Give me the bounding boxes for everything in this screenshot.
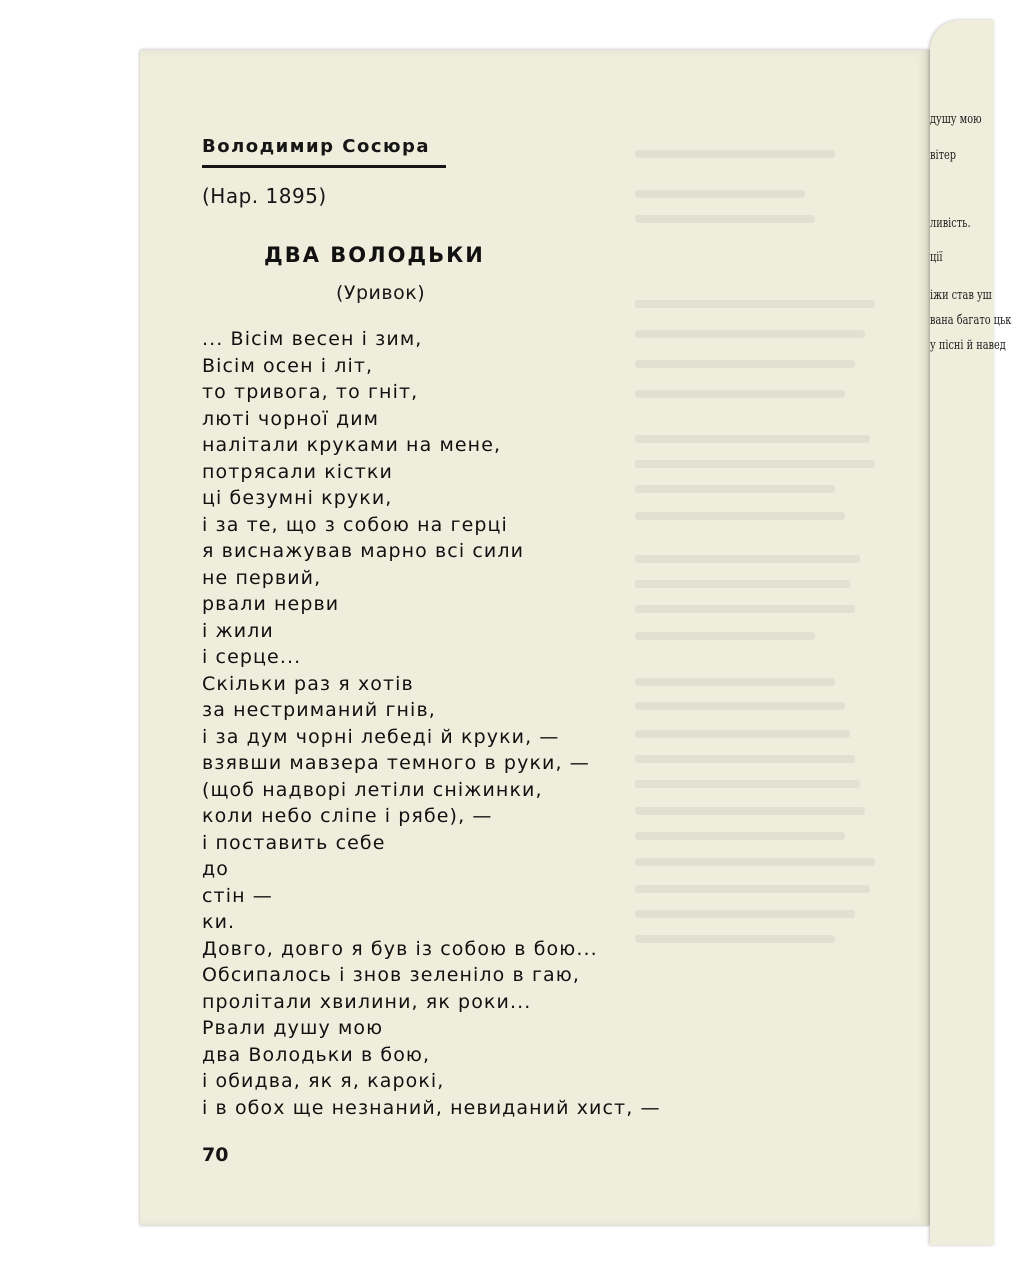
poem-line: Довго, довго я був із собою в бою...	[202, 937, 598, 960]
author-underline	[202, 165, 446, 168]
facing-page-fragment: вана багато цьк	[930, 313, 1012, 328]
poem-line: Скільки раз я хотів	[202, 672, 414, 695]
poem-line: ці безумні круки,	[202, 487, 393, 509]
poem-line: і за дум чорні лебеді й круки, —	[202, 725, 560, 748]
facing-page-fragment: іжи став уш	[930, 288, 992, 303]
book-page	[140, 50, 930, 1225]
poem-line: коли небо сліпе і рябе), —	[202, 805, 493, 827]
facing-page-fragment: душу мою	[930, 112, 982, 127]
poem-line: ... Вісім весен і зим,	[202, 328, 423, 350]
poem-line: я виснажував марно всі сили	[202, 540, 525, 562]
poem-line: Вісім осен і літ,	[202, 354, 374, 377]
poem-line: ки.	[202, 911, 236, 933]
poem-line: (щоб надворі летіли сніжинки,	[202, 778, 543, 801]
facing-page-fragment: ливість.	[930, 216, 971, 231]
poem-line: не первий,	[202, 566, 322, 589]
author-birth-year: (Нар. 1895)	[202, 184, 327, 208]
poem-line: налітали круками на мене,	[202, 434, 502, 456]
author-name: Володимир Сосюра	[202, 136, 431, 157]
poem-line: і поставить себе	[202, 831, 386, 854]
poem-line: рвали нерви	[202, 593, 340, 615]
poem-line: і обидва, як я, карокі,	[202, 1070, 445, 1092]
poem-line: потрясали кістки	[202, 460, 393, 483]
poem-line: взявши мавзера темного в руки, —	[202, 752, 590, 774]
page-number: 70	[202, 1144, 229, 1166]
poem-line: за нестриманий гнів,	[202, 699, 436, 721]
poem-line: Рвали душу мою	[202, 1017, 384, 1039]
poem-line: два Володьки в бою,	[202, 1043, 431, 1066]
poem-line: і жили	[202, 619, 274, 642]
poem-line: до	[202, 858, 229, 880]
poem-line: люті чорної дим	[202, 407, 380, 430]
poem-line: і в обох ще незнаний, невиданий хист, —	[202, 1096, 661, 1119]
facing-page-fragment: вітер	[930, 148, 957, 163]
facing-page-edge	[930, 20, 1012, 1245]
facing-page-fragment: ції	[930, 250, 943, 265]
poem-line: то тривога, то гніт,	[202, 381, 419, 403]
facing-page-fragment: у пісні й навед	[930, 338, 1006, 353]
poem-text	[202, 326, 661, 1121]
poem-line: Обсипалось і знов зеленіло в гаю,	[202, 964, 581, 986]
poem-line: і за те, що з собою на герці	[202, 513, 508, 536]
poem-line: стін —	[202, 884, 273, 907]
poem-line: і серце...	[202, 646, 302, 668]
poem-title: ДВА ВОЛОДЬКИ	[264, 243, 485, 267]
poem-subtitle: (Уривок)	[336, 282, 426, 304]
poem-line: пролітали хвилини, як роки...	[202, 990, 532, 1013]
